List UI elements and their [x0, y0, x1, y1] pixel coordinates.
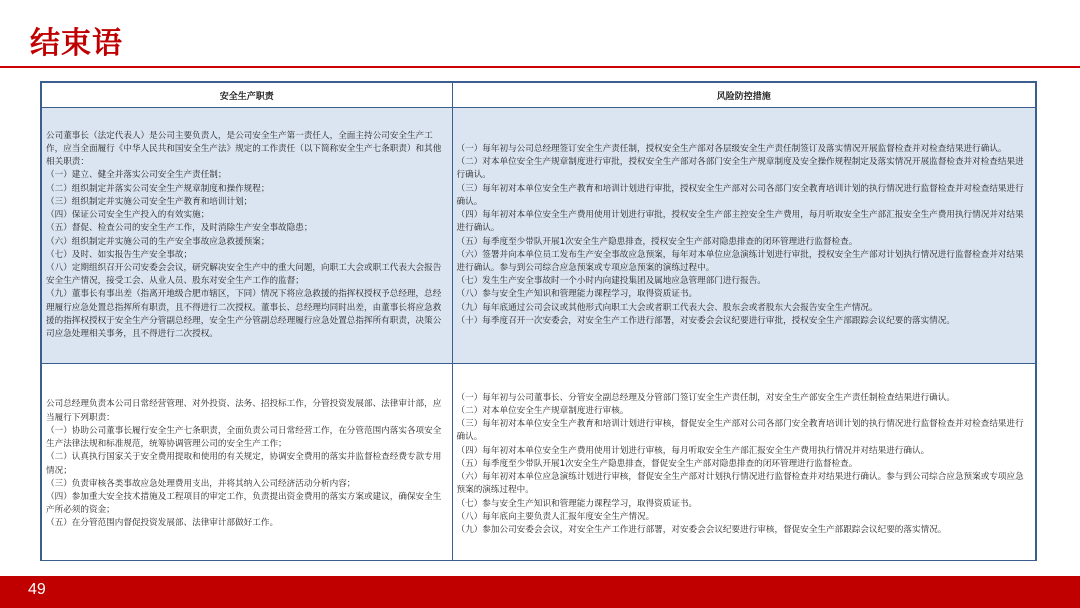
- measure-paragraph: （十）每季度召开一次安委会，对安全生产工作进行部署，对安委会会议纪要进行审批，授权安全生产部跟踪会议纪要的落实情况。: [456, 315, 955, 326]
- manager-duties-cell: [42, 364, 453, 562]
- measure-paragraph: （一）每年初与公司总经理签订安全生产责任制，授权安全生产部对各层级安全生产责任制签订及落实情况开展监督检查并对检查结果进行确认。: [456, 144, 1007, 155]
- responsibility-table: [40, 81, 1037, 561]
- measure-paragraph: （七）参与安全生产知识和管理能力课程学习，取得资质证书。: [456, 498, 698, 509]
- duty-paragraph: （三）组织制定并实施公司安全生产教育和培训计划；: [46, 196, 253, 207]
- manager-measures-cell: [452, 364, 1035, 562]
- header-risk-measures: 风险防控措施: [452, 83, 1035, 108]
- table-row-general-manager: [42, 364, 1036, 562]
- measure-paragraph: （三）每年初对本单位安全生产教育和培训计划进行审核，督促安全生产部对公司各部门安全教育培训计划的执行情况进行监督检查并对检查结果进行确认。: [456, 419, 1024, 443]
- duty-paragraph: （五）督促、检查公司的安全生产工作，及时消除生产安全事故隐患；: [46, 223, 313, 234]
- duty-paragraph: （一）协助公司董事长履行安全生产七条职责，全面负责公司日常经营工作，在分管范围内落实各项安全生产法律法规和标准规范，统筹协调管理公司的安全生产工作；: [46, 425, 442, 450]
- measure-paragraph: （八）每年底向主要负责人汇报年度安全生产情况。: [456, 511, 655, 522]
- page-number: 49: [28, 581, 46, 598]
- measure-paragraph: （八）参与安全生产知识和管理能力课程学习，取得资质证书。: [456, 289, 698, 300]
- table-header-row: [42, 83, 1036, 108]
- duty-paragraph: （七）及时、如实报告生产安全事故；: [46, 249, 193, 260]
- measure-paragraph: （四）每年初对本单位安全生产费用使用计划进行审批，授权安全生产部主控安全生产费用，每月听取安全生产部汇报安全生产费用执行情况并对结果进行确认。: [456, 210, 1024, 234]
- duty-paragraph: （六）组织制定并实施公司的生产安全事故应急救援预案；: [46, 236, 270, 247]
- measure-paragraph: （六）签署并向本单位员工发布生产安全事故应急预案，每年对本单位应急演练计划进行审批，授权安全生产部对计划执行情况进行监督检查并对结果进行确认。参与到公司综合应急预案或专项应急预案的演练过程中。: [456, 249, 1024, 273]
- measure-paragraph: （五）每季度至少带队开展1次安全生产隐患排查，督促安全生产部对隐患排查的闭环管理进行监督检查。: [456, 458, 858, 469]
- table-grid: [41, 82, 1036, 561]
- measure-paragraph: （一）每年初与公司董事长、分管安全副总经理及分管部门签订安全生产责任制，对安全生产部安全生产责任制检查结果进行确认。: [456, 392, 955, 403]
- measure-paragraph: （二）对本单位安全生产规章制度进行审批，授权安全生产部对各部门安全生产规章制度及安全操作规程制定及落实情况开展监督检查并对检查结果进行确认。: [456, 157, 1024, 181]
- duty-paragraph: （三）负责审核各类事故应急处理费用支出，并将其纳入公司经济活动分析内容；: [46, 478, 356, 489]
- measure-paragraph: （二）对本单位安全生产规章制度进行审核。: [456, 406, 629, 417]
- measure-paragraph: （五）每季度至少带队开展1次安全生产隐患排查，授权安全生产部对隐患排查的闭环管理进行监督检查。: [456, 236, 858, 247]
- slide-title: 结束语: [30, 26, 123, 61]
- measure-paragraph: （三）每年初对本单位安全生产教育和培训计划进行审批，授权安全生产部对公司各部门安全教育培训计划的执行情况进行监督检查并对检查结果进行确认。: [456, 183, 1024, 207]
- measure-paragraph: （四）每年初对本单位安全生产费用使用计划进行审核，每月听取安全生产部汇报安全生产费用执行情况并对结果进行确认。: [456, 445, 930, 456]
- header-safety-duties: 安全生产职责: [42, 83, 453, 108]
- measure-paragraph: （七）发生生产安全事故时一个小时内向建投集团及属地应急管理部门进行报告。: [456, 276, 766, 287]
- duty-paragraph: （四）保证公司安全生产投入的有效实施；: [46, 210, 210, 221]
- measure-paragraph: （九）每年底通过公司会议或其他形式向职工大会或者职工代表大会、股东会或者股东大会报告安全生产情况。: [456, 302, 878, 313]
- duty-paragraph: （二）组织制定并落实公司安全生产规章制度和操作规程；: [46, 183, 270, 194]
- duty-paragraph: 公司总经理负责本公司日常经营管理、对外投资、法务、招投标工作，分管投资发展部、法律审计部，应当履行下列职责：: [46, 399, 442, 423]
- title-divider: [0, 66, 1080, 68]
- measure-paragraph: （九）参加公司安委会会议，对安全生产工作进行部署，对安委会会议纪要进行审核，督促安全生产部跟踪会议纪要的落实情况。: [456, 524, 947, 535]
- table-row-chairman: [42, 108, 1036, 364]
- duty-paragraph: （八）定期组织召开公司安委会会议，研究解决安全生产中的重大问题，向职工大会或职工代表大会报告安全生产情况，接受工会、从业人员、股东对安全生产工作的监督；: [46, 262, 442, 287]
- chairman-measures-cell: [452, 108, 1035, 364]
- duty-paragraph: （一）建立、健全并落实公司安全生产责任制；: [46, 170, 227, 181]
- duty-paragraph: 公司董事长（法定代表人）是公司主要负责人，是公司安全生产第一责任人，全面主持公司安全生产工作，应当全面履行《中华人民共和国安全生产法》规定的工作责任（以下简称安全生产七条职责）和其他相关职责：: [46, 130, 442, 168]
- duty-paragraph: （四）参加重大安全技术措施及工程项目的审定工作，负责提出资金费用的落实方案或建议，确保安全生产所必须的资金；: [46, 491, 442, 516]
- duty-paragraph: （五）在分管范围内督促投资发展部、法律审计部做好工作。: [46, 518, 279, 529]
- measure-paragraph: （六）每年初对本单位应急演练计划进行审核，督促安全生产部对计划执行情况进行监督检查并对结果进行确认。参与到公司综合应急预案或专项应急预案的演练过程中。: [456, 472, 1024, 496]
- footer-bar: [0, 576, 1080, 608]
- duty-paragraph: （二）认真执行国家关于安全费用提取和使用的有关规定，协调安全费用的落实并监督检查经费专款专用情况；: [46, 452, 442, 476]
- duty-paragraph: （九）董事长有事出差（指离开地级合肥市辖区，下同）情况下将应急救援的指挥权授权予总经理，总经理履行应急处置总指挥所有职责，且不得进行二次授权。董事长、总经理均同时出差，由董事长将应急救援的指挥权授权于安全生产分管副总经理，安全生产分管副总经理履行应急处置总指挥所有职责，决策公司应急处理相关事务，且不得进行二次授权。: [46, 289, 442, 339]
- chairman-duties-cell: [42, 108, 453, 364]
